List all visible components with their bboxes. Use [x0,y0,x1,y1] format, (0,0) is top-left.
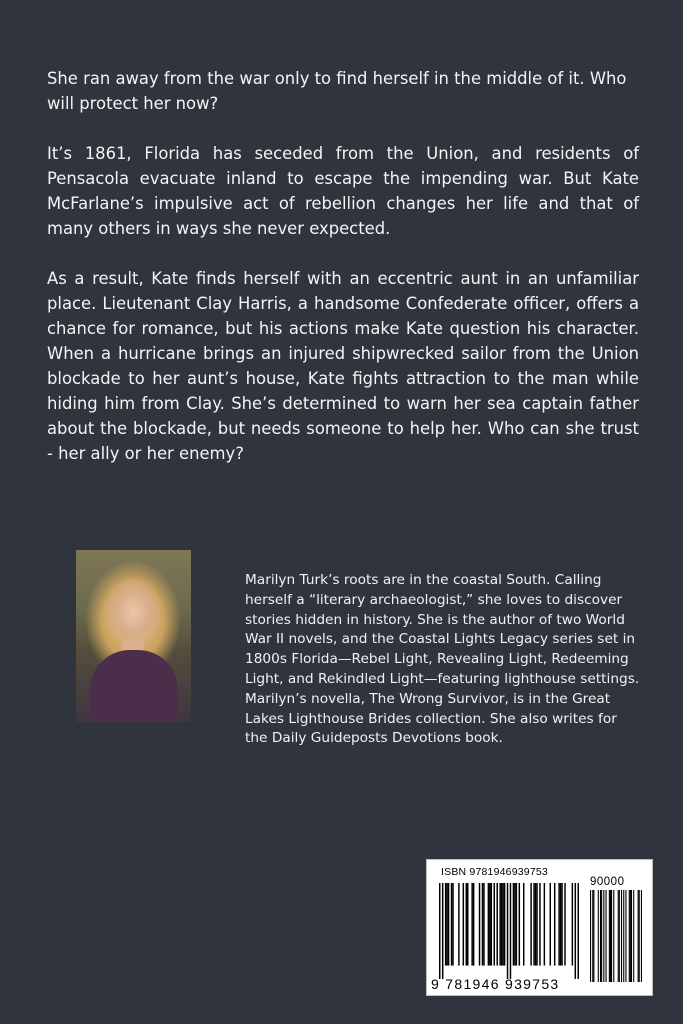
ean-bar [535,883,536,966]
author-bio: Marilyn Turk’s roots are in the coastal South. Calling herself a “literary archaeologist,” she loves to discover stories hidden in history. She is the author of two World War II novels, and the Coastal Lights Legacy series set in 1800s Florida—Rebel Light, Revealing Light, Redeeming Light, and Rekindled Light—featuring lighthouse settings. Marilyn’s novella, The Wrong Survivor, is in the Great Lakes Lighthouse Brides collection. She also writes for the Daily Guideposts Devotions book. [245,572,640,747]
price-code: 90000 [590,876,625,888]
ean-bar [513,883,514,966]
ean-bar [488,883,489,966]
ean-bar [575,883,576,979]
addon-bar [592,890,593,982]
ean-bar [496,883,497,966]
ean-bar [544,883,545,966]
addon-bar [611,890,612,982]
addon-bar [601,890,602,982]
addon-bar [603,890,604,982]
addon-bar [633,890,634,982]
ean-bar [483,883,484,966]
ean-bar [479,883,480,966]
addon-bar [638,890,639,982]
ean-bar [502,883,503,966]
ean-bar [473,883,474,966]
ean-bar [572,883,573,966]
ean-bar [510,883,511,979]
addon-bar [590,890,591,982]
addon-bar [630,890,631,982]
blurb-paragraph-2: As a result, Kate finds herself with an eccentric aunt in an unfamiliar place. Lieutenant Clay Harris, a handsome Confederate officer, offers a chance for romance, but his actions make Kate question his character. When a hurricane brings an injured shipwrecked sailor from the Union blockade to her aunt’s house, Kate fights attraction to the man while hiding him from Clay. She’s determined to warn her sea captain father about the blockade, but needs someone to help her. Who can she trust - her ally or her enemy? [47,269,639,463]
addon-bar [610,890,611,982]
addon-bar [619,890,620,982]
blurb-paragraph-1: It’s 1861, Florida has seceded from the Union, and residents of Pensacola evacuate inland to escape the impending war. But Kate McFarlane’s impulsive act of rebellion changes her life and that of many others in ways she never expected. [47,144,639,238]
ean-bar [463,883,464,966]
ean-bar [560,883,561,966]
ean-bar [482,883,483,966]
ean-bar [514,883,515,966]
ean-bar [458,883,459,966]
ean-bar [448,883,449,966]
addon-bar [621,890,622,982]
blurb-hook: She ran away from the war only to find herself in the middle of it. Who will protect her now? [47,69,627,113]
ean-bar [507,883,508,979]
ean-bar [578,883,579,979]
ean-bar [452,883,453,966]
addon-barcode-bars [590,890,642,982]
ean-bar [489,883,490,966]
addon-bar [598,890,599,982]
ean-bar [504,883,505,966]
ean-bar [491,883,492,966]
ean-bar [536,883,537,966]
ean-bar [530,883,531,966]
author-photo [76,550,191,722]
ean-bar [519,883,520,966]
addon-bar [629,890,630,982]
isbn-label: ISBN 9781946939753 [441,866,548,878]
addon-bar [593,890,594,982]
addon-bar [600,890,601,982]
addon-bar [605,890,606,982]
addon-bar [639,890,640,982]
addon-bar [609,890,610,982]
ean-bar [445,883,446,966]
ean-bar [554,883,555,966]
addon-bar [631,890,632,982]
ean-barcode-bars [439,883,579,979]
ean-bar [561,883,562,966]
author-photo-shirt [90,650,178,722]
isbn-digits: 9 781946 939753 [431,976,560,992]
ean-bar [499,883,500,966]
ean-bar [550,883,551,966]
ean-bar [533,883,534,966]
ean-bar [516,883,517,966]
ean-bar [564,883,565,966]
ean-bar [523,883,524,966]
ean-bar [558,883,559,966]
addon-bar [618,890,619,982]
addon-bar [623,890,624,982]
ean-bar [494,883,495,966]
ean-bar [451,883,452,966]
addon-bar [641,890,642,982]
ean-bar [467,883,468,966]
back-cover-blurb [47,66,639,491]
ean-bar [466,883,467,966]
isbn-barcode [426,859,653,996]
ean-bar [439,883,440,979]
ean-bar [446,883,447,966]
addon-bar [613,890,614,982]
addon-bar [625,890,626,982]
ean-bar [539,883,540,966]
ean-bar [442,883,443,979]
ean-bar [471,883,472,966]
ean-bar [501,883,502,966]
